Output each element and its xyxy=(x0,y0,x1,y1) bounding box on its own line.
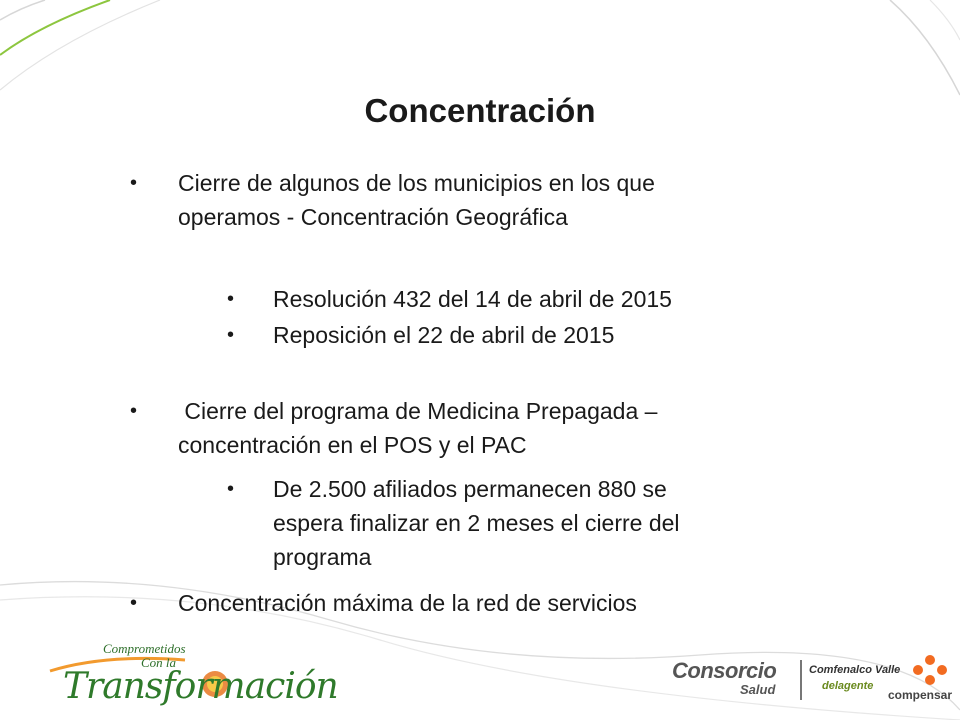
bullet-marker: • xyxy=(130,400,138,422)
bullet-marker: • xyxy=(130,592,138,614)
logo-line3: Transformación xyxy=(63,666,338,707)
bullet-marker: • xyxy=(227,324,235,346)
comfenalco-logo-text: Comfenalco Valle xyxy=(809,664,901,676)
bullet-text: De 2.500 afiliados permanecen 880 se espera finalizar en 2 meses el cierre del programa xyxy=(273,476,680,570)
logo-separator xyxy=(800,660,802,700)
bullet-text: Cierre del programa de Medicina Prepagada – concentración en el POS y el PAC xyxy=(178,398,658,458)
logo-line2: Con la xyxy=(141,655,177,670)
bullet-marker: • xyxy=(227,478,235,500)
partner-logos xyxy=(662,654,952,714)
compensar-dots-icon xyxy=(910,654,950,688)
consorcio-logo-text: Consorcio xyxy=(672,658,777,683)
comprometidos-logo xyxy=(45,636,338,716)
bullet-marker: • xyxy=(130,172,138,194)
logo-line1: Comprometidos xyxy=(103,641,186,656)
bullet-text: Resolución 432 del 14 de abril de 2015 xyxy=(273,286,672,312)
bullet-text: Cierre de algunos de los municipios en los que operamos - Concentración Geográfica xyxy=(178,170,655,230)
bullet-text: Reposición el 22 de abril de 2015 xyxy=(273,322,615,348)
compensar-logo-text: compensar xyxy=(888,688,953,702)
slide-title: Concentración xyxy=(364,92,596,129)
delagente-logo-text: delagente xyxy=(822,680,874,692)
bullet-text: Concentración máxima de la red de servicios xyxy=(178,590,637,616)
bullet-marker: • xyxy=(227,288,235,310)
salud-logo-text: Salud xyxy=(740,682,776,697)
